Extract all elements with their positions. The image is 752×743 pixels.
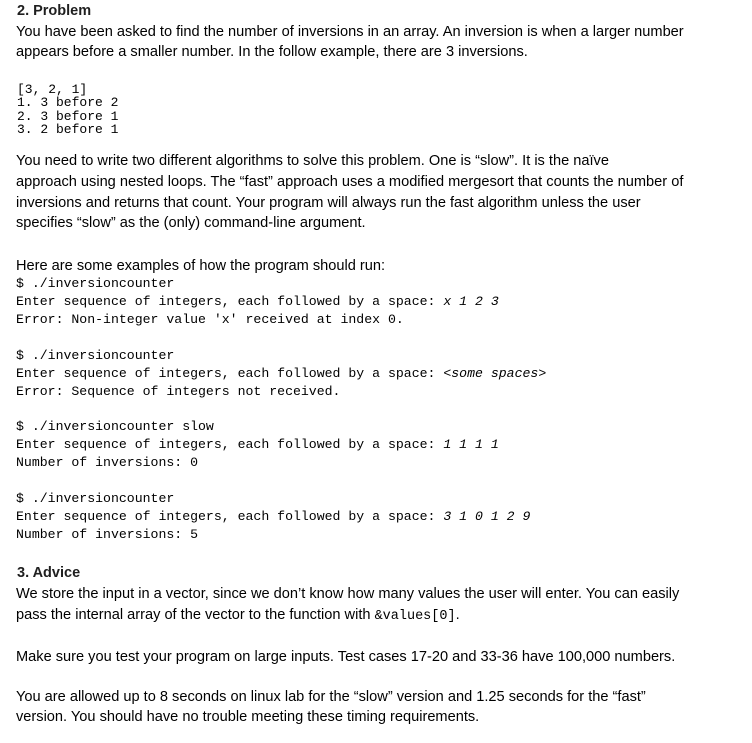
algorithm-line-3: inversions and returns that count. Your program will always run the fast algorithm unless the user: [16, 195, 641, 211]
run-output: Number of inversions: 5: [16, 527, 199, 542]
algorithm-line-4: specifies “slow” as the (only) command-line argument.: [16, 215, 366, 231]
run-prompt: Enter sequence of integers, each followed by a space: <some spaces>: [16, 366, 547, 381]
inversion-item: 2. 3 before 1: [17, 108, 119, 124]
run-command: $ ./inversioncounter: [16, 276, 175, 291]
run-output: Error: Sequence of integers not received.: [16, 384, 341, 399]
algorithm-line-2: approach using nested loops. The “fast” approach uses a modified mergesort that counts the number of: [16, 174, 684, 190]
run-input: x 1 2 3: [443, 294, 499, 309]
run-input: <some spaces>: [443, 366, 547, 381]
algorithm-line-1: You need to write two different algorithms to solve this problem. One is “slow”. It is the naïve: [16, 153, 609, 169]
advice-heading: 3. Advice: [17, 565, 81, 581]
advice-p1-line-1: We store the input in a vector, since we don’t know how many values the user will enter. You can easily: [16, 586, 680, 602]
run-prompt: Enter sequence of integers, each followed by a space: x 1 2 3: [16, 294, 499, 309]
run-input: 3 1 0 1 2 9: [443, 509, 531, 524]
inversion-item: 1. 3 before 2: [17, 95, 119, 110]
example-array: [3, 2, 1]: [17, 82, 88, 97]
advice-p1-line-2: pass the internal array of the vector to the function with &values[0].: [16, 607, 460, 624]
run-prompt: Enter sequence of integers, each followed by a space: 3 1 0 1 2 9: [16, 509, 531, 524]
run-output: Error: Non-integer value 'x' received at index 0.: [16, 312, 404, 327]
advice-p3-line-2: version. You should have no trouble meeting these timing requirements.: [16, 709, 480, 725]
advice-p3-line-1: You are allowed up to 8 seconds on linux lab for the “slow” version and 1.25 seconds for the “fast”: [16, 689, 646, 705]
inversion-item: 3. 2 before 1: [17, 122, 119, 137]
run-output: Number of inversions: 0: [16, 455, 199, 470]
run-command: $ ./inversioncounter slow: [16, 419, 214, 434]
run-command: $ ./inversioncounter: [16, 491, 175, 506]
run-prompt: Enter sequence of integers, each followed by a space: 1 1 1 1: [16, 437, 499, 452]
run-input: 1 1 1 1: [443, 437, 499, 452]
examples-intro: Here are some examples of how the program should run:: [16, 258, 386, 274]
problem-heading: 2. Problem: [17, 3, 92, 19]
problem-intro-line-1: You have been asked to find the number of inversions in an array. An inversion is when a larger number: [16, 24, 684, 40]
run-command: $ ./inversioncounter: [16, 348, 175, 363]
advice-p2: Make sure you test your program on large inputs. Test cases 17-20 and 33-36 have 100,000 numbers.: [16, 649, 676, 665]
inline-code: &values[0]: [374, 609, 456, 624]
problem-intro-line-2: appears before a smaller number. In the follow example, there are 3 inversions.: [16, 44, 528, 60]
